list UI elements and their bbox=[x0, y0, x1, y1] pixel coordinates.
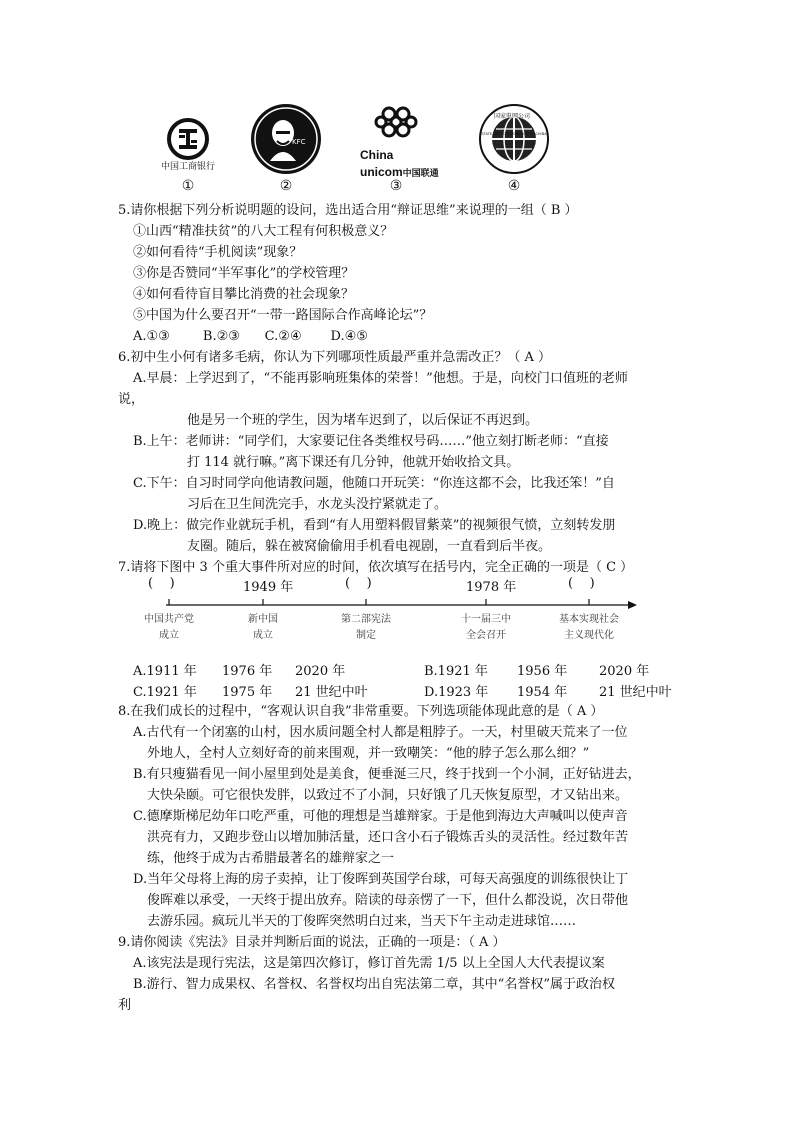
q9-option-a: A.该宪法是现行宪法，这是第四次修订，修订首先需 1/5 以上全国人大代表提议案 bbox=[133, 956, 605, 971]
q7-b-col2: 1956 年 bbox=[517, 664, 568, 679]
unicom-word: unicom bbox=[360, 165, 403, 179]
kfc-logo-icon bbox=[250, 103, 322, 175]
timeline-top-label-5: ( ) bbox=[568, 576, 595, 591]
q8-line-1: A.古代有一个闭塞的山村，因水质问题全村人都是粗脖子。一天，村里破天荒来了一位 bbox=[133, 725, 628, 740]
timeline-event-1 bbox=[134, 612, 204, 644]
event-3-line1: 第二部宪法 bbox=[341, 614, 391, 625]
unicom-caption-en1: China bbox=[360, 148, 394, 162]
q6-option-d-line2: 友圈。随后，躲在被窝偷偷用手机看电视剧，一直看到后半夜。 bbox=[187, 539, 552, 554]
logo-state-grid bbox=[474, 104, 554, 196]
timeline-top-label-3: ( ) bbox=[345, 576, 372, 591]
q6-option-d-line1: D.晚上：做完作业就玩手机，看到“有人用塑料假冒紫菜”的视频很气愤，立刻转发朋 bbox=[133, 518, 616, 533]
q7-a-col3: 2020 年 bbox=[295, 664, 346, 679]
q7-c-col2: 1975 年 bbox=[222, 685, 273, 700]
q6-option-a-line2: 说， bbox=[118, 392, 145, 407]
unicom-knot-icon bbox=[373, 104, 419, 144]
timeline-top-label-4: 1978 年 bbox=[466, 580, 517, 595]
logo-unicom bbox=[356, 104, 439, 196]
q7-b-col3: 2020 年 bbox=[599, 664, 650, 679]
q6-stem: 6.初中生小何有诸多毛病，你认为下列哪项性质最严重并急需改正？（ A ） bbox=[118, 350, 552, 365]
timeline-top-label-1: ( ) bbox=[148, 576, 175, 591]
state-grid-caption-cn: 国家电网公司 bbox=[494, 113, 531, 120]
event-1-line1: 中国共产党 bbox=[144, 614, 194, 625]
q5-item-4: ④如何看待盲目攀比消费的社会现象？ bbox=[133, 287, 355, 302]
kfc-caption: KFC bbox=[292, 138, 306, 146]
q7-d-col2: 1954 年 bbox=[517, 685, 568, 700]
q8-line-10: 去游乐园。疯玩儿半天的丁俊晖突然明白过来，当天下午主动走进球馆…… bbox=[147, 914, 577, 929]
event-4-line1: 十一届三中 bbox=[461, 614, 511, 625]
timeline-top-label-2: 1949 年 bbox=[243, 580, 294, 595]
q9-stem: 9.请你阅读《宪法》目录并判断后面的说法，正确的一项是：（ A ） bbox=[118, 935, 506, 950]
timeline-event-4 bbox=[446, 612, 526, 644]
q7-c-col1: C.1921 年 bbox=[133, 685, 197, 700]
q8-line-7: 练，他终于成为古希腊最著名的雄辩家之一 bbox=[147, 851, 395, 866]
q8-line-6: 洪亮有力，又跑步登山以增加肺活量，还口含小石子锻炼舌头的灵活性。经过数年苦 bbox=[147, 830, 629, 845]
q6-option-c-line2: 习后在卫生间洗完手，水龙头没拧紧就走了。 bbox=[187, 497, 448, 512]
event-3-line2: 制定 bbox=[356, 630, 376, 641]
q5-item-2: ②如何看待“手机阅读”现象？ bbox=[133, 245, 303, 260]
icbc-logo-icon bbox=[166, 117, 210, 161]
logo-kfc bbox=[248, 104, 324, 196]
q5-item-1: ①山西“精准扶贫”的八大工程有何积极意义？ bbox=[133, 224, 394, 239]
q7-stem: 7.请将下图中 3 个重大事件所对应的时间，依次填写在括号内，完全正确的一项是（ C ） bbox=[118, 560, 634, 575]
q9-option-b-line2: 利 bbox=[118, 998, 132, 1013]
q7-d-col3: 21 世纪中叶 bbox=[599, 685, 672, 700]
event-4-line2: 全会召开 bbox=[466, 630, 506, 641]
event-5-line1: 基本实现社会 bbox=[559, 614, 619, 625]
q7-b-col1: B.1921 年 bbox=[424, 664, 488, 679]
logo-icbc bbox=[148, 104, 228, 196]
q5-item-3: ③你是否赞同“半军事化”的学校管理？ bbox=[133, 266, 355, 281]
q6-option-a-line1: A.早晨：上学迟到了，“不能再影响班集体的荣誉！”他想。于是，向校门口值班的老师 bbox=[133, 371, 628, 386]
q5-stem: 5.请你根据下列分析说明题的设问，选出适合用“辩证思维”来说理的一组（ B ） bbox=[118, 203, 578, 218]
event-1-line2: 成立 bbox=[159, 630, 179, 641]
q8-line-4: 大快朵颐。可它很快发胖，以致过不了小洞，只好饿了几天恢复原型，才又钻出来。 bbox=[147, 788, 629, 803]
timeline-event-5 bbox=[549, 612, 629, 644]
q5-options: A.①③ B.②③ C.②④ D.④⑤ bbox=[133, 329, 368, 344]
q6-option-a-line3: 他是另一个班的学生，因为堵车迟到了，以后保证不再迟到。 bbox=[187, 413, 539, 428]
q7-c-col3: 21 世纪中叶 bbox=[295, 685, 368, 700]
q9-option-b-line1: B.游行、智力成果权、名誉权、名誉权均出自宪法第二章，其中“名誉权”属于政治权 bbox=[133, 977, 615, 992]
logo-number-4: ④ bbox=[507, 178, 521, 194]
q8-stem: 8.在我们成长的过程中，“客观认识自我”非常重要。下列选项能体现此意的是（ A ） bbox=[118, 704, 604, 719]
q7-a-col1: A.1911 年 bbox=[133, 664, 197, 679]
q5-item-5: ⑤中国为什么要召开“一带一路国际合作高峰论坛”？ bbox=[133, 308, 433, 323]
event-2-line2: 成立 bbox=[253, 630, 273, 641]
q8-line-2: 外地人，全村人立刻好奇的前来围观，并一致嘲笑：“他的脖子怎么那么细？” bbox=[147, 746, 590, 761]
event-2-line1: 新中国 bbox=[248, 614, 278, 625]
q6-option-b-line1: B.上午：老师讲：“同学们，大家要记住各类维权号码……”他立刻打断老师：“直接 bbox=[133, 434, 609, 449]
logo-number-1: ① bbox=[181, 178, 195, 194]
q8-line-3: B.有只瘦猫看见一间小屋里到处是美食，便垂涎三尺，终于找到一个小洞，正好钻进去， bbox=[133, 767, 641, 782]
q8-line-8: D.当年父母将上海的房子卖掉，让丁俊晖到英国学台球，可每天高强度的训练很快让丁 bbox=[133, 872, 629, 887]
logo-number-2: ② bbox=[279, 178, 293, 194]
state-grid-caption-en: STATE GRID CORPORATION OF CHINA bbox=[481, 132, 547, 136]
q8-line-9: 俊晖难以承受，一天终于提出放弃。陪读的母亲愣了一下，但什么都没说，次日带他 bbox=[147, 893, 629, 908]
timeline-event-3 bbox=[331, 612, 401, 644]
q6-option-b-line2: 打 114 就行嘛。”离下课还有几分钟，他就开始收拾文具。 bbox=[187, 455, 520, 470]
q7-d-col1: D.1923 年 bbox=[424, 685, 489, 700]
icbc-caption: 中国工商银行 bbox=[160, 162, 215, 172]
unicom-cn: 中国联通 bbox=[402, 169, 439, 179]
logo-number-3: ③ bbox=[389, 178, 403, 194]
event-5-line2: 主义现代化 bbox=[564, 630, 614, 641]
q6-option-c-line1: C.下午：自习时同学向他请教问题，他随口开玩笑：“你连这都不会，比我还笨！”自 bbox=[133, 476, 615, 491]
q8-line-5: C.德摩斯梯尼幼年口吃严重，可他的理想是当雄辩家。于是他到海边大声喊叫以使声音 bbox=[133, 809, 628, 824]
timeline-event-2 bbox=[228, 612, 298, 644]
q7-a-col2: 1976 年 bbox=[222, 664, 273, 679]
